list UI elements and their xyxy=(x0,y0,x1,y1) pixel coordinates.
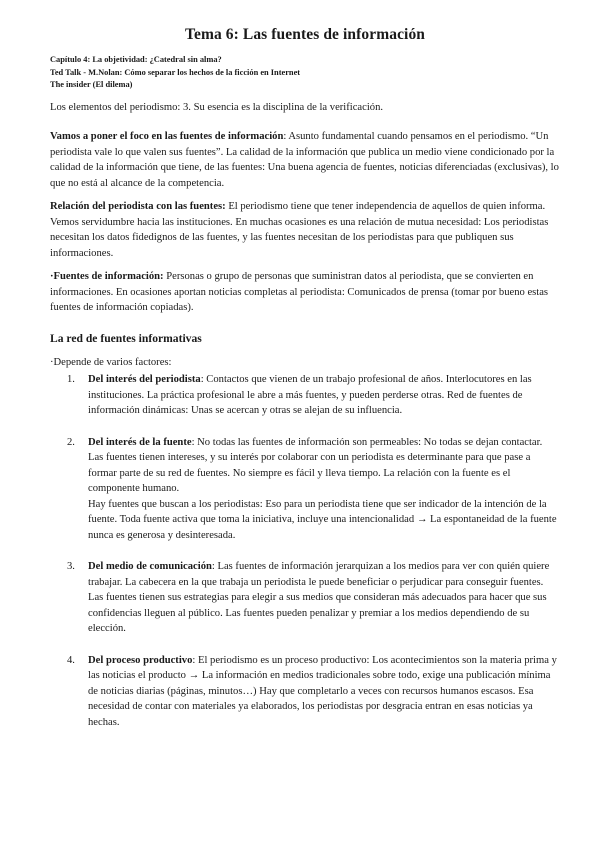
paragraph-relacion xyxy=(50,199,560,261)
paragraph-lead: Relación del periodista con las fuentes: xyxy=(50,201,226,212)
list-item-body: : El periodismo es un proceso productivo: Los acontecimientos son la materia prima y las noticias el producto → La información en medios tradicionales sobre todo, exige una publicación mínima de noticias diarias (páginas, minutos…) Hay que completarlo a veces con recursos humanos escasos. Esa necesidad de contar con materiales ya elaborados, los periodistas por desgracia entran en esas noticias ya hechas. xyxy=(88,654,557,728)
depends-line: ·Depende de varios factores: xyxy=(50,356,172,368)
paragraph-text: El periodismo tiene que tener independencia de aquellos de quien informa. Vemos servidumbre hacia las instituciones. En muchas ocasiones es una relación de mutua necesidad: Los periodistas necesitan los datos fidedignos de las fuentes, y las fuentes necesitan de los periodistas para que publiquen sus informaciones. xyxy=(50,201,549,259)
paragraph-foco xyxy=(50,129,560,191)
reference-line: Capítulo 4: La objetividad: ¿Catedral sin alma? xyxy=(50,55,222,64)
section-heading: La red de fuentes informativas xyxy=(50,331,202,345)
list-item-lead: Del interés del periodista xyxy=(88,374,201,385)
list-item-body: : No todas las fuentes de información son permeables: No todas se dejan contactar. Las fuentes tienen intereses, y su interés por colaborar con un periodista es determinante para que pase a formar parte de su red de fuentes. No siempre es fácil y lleva tiempo. La relación con la fuente es el componente humano. xyxy=(88,436,543,494)
list-item-text xyxy=(88,435,560,497)
list-item-text xyxy=(88,653,560,731)
list-item xyxy=(50,559,560,637)
list-item-body: : Las fuentes de información jerarquizan a los medios para ver con quién quiere trabajar. La cabecera en la que trabaja un periodista le puede beneficiar o perjudicar para conseguir fuentes. Las fuentes tienen sus estrategias para elegir a sus medios que consideran más adecuados para hacer que sus confidencias lleguen al público. Las fuentes pueden penalizar y premiar a los medios dependiendo de su elección. xyxy=(88,561,550,634)
list-number: 1. xyxy=(67,374,75,385)
list-item-lead: Del medio de comunicación xyxy=(88,561,212,572)
list-item xyxy=(50,372,560,419)
list-item-body: : Contactos que vienen de un trabajo profesional de años. Interlocutores en las instituciones. La práctica profesional le abre a más fuentes, y pueden perderse otras. Red de fuentes de información dinámicas: Unas se acercan y otras se alejan de su influencia. xyxy=(88,374,532,416)
list-item xyxy=(50,653,560,731)
list-item-lead: Del proceso productivo xyxy=(88,654,193,666)
reference-line: The insider (El dilema) xyxy=(50,80,133,89)
list-number: 2. xyxy=(67,436,75,448)
document-title: Tema 6: Las fuentes de información xyxy=(184,26,426,43)
paragraph-text: Personas o grupo de personas que suministran datos al periodista, que se convierten en informaciones. En ocasiones aportan noticias completas al periodista: Comunicados de prensa (tomar por bueno estas fuentes de información copiadas). xyxy=(50,271,549,313)
reference-line: Ted Talk - M.Nolan: Cómo separar los hechos de la ficción en Internet xyxy=(50,67,301,77)
list-item xyxy=(50,435,560,544)
list-item-extra: Hay fuentes que buscan a los periodistas: Eso para un periodista tiene que ser indicador de la intención de la fuente. Toda fuente activa que toma la iniciativa, incluye una intencionalidad → La espontaneidad de la fuente nunca es generosa y desinteresada. xyxy=(88,498,557,541)
intro-paragraph: Los elementos del periodismo: 3. Su esencia es la disciplina de la verificación. xyxy=(50,101,384,113)
list-item-text xyxy=(88,372,560,419)
paragraph-fuentes xyxy=(50,269,560,316)
paragraph-text: : Asunto fundamental cuando pensamos en el periodismo. “Un periodista vale lo que valen sus fuentes”. La calidad de la información que publica un medio viene condicionado por la calidad de la información que tiene, de las fuentes: Una buena agencia de fuentes, noticias diferenciadas (exclusivas), lo que no está al alcance de la competencia. xyxy=(50,131,559,189)
list-item-text xyxy=(88,559,560,637)
list-number: 3. xyxy=(67,561,75,572)
factors-list xyxy=(50,372,560,730)
paragraph-lead: ·Fuentes de información: xyxy=(50,271,164,282)
list-item-lead: Del interés de la fuente xyxy=(88,436,192,448)
list-number: 4. xyxy=(67,654,75,666)
paragraph-lead: Vamos a poner el foco en las fuentes de información xyxy=(50,131,284,142)
references-block xyxy=(50,54,560,92)
